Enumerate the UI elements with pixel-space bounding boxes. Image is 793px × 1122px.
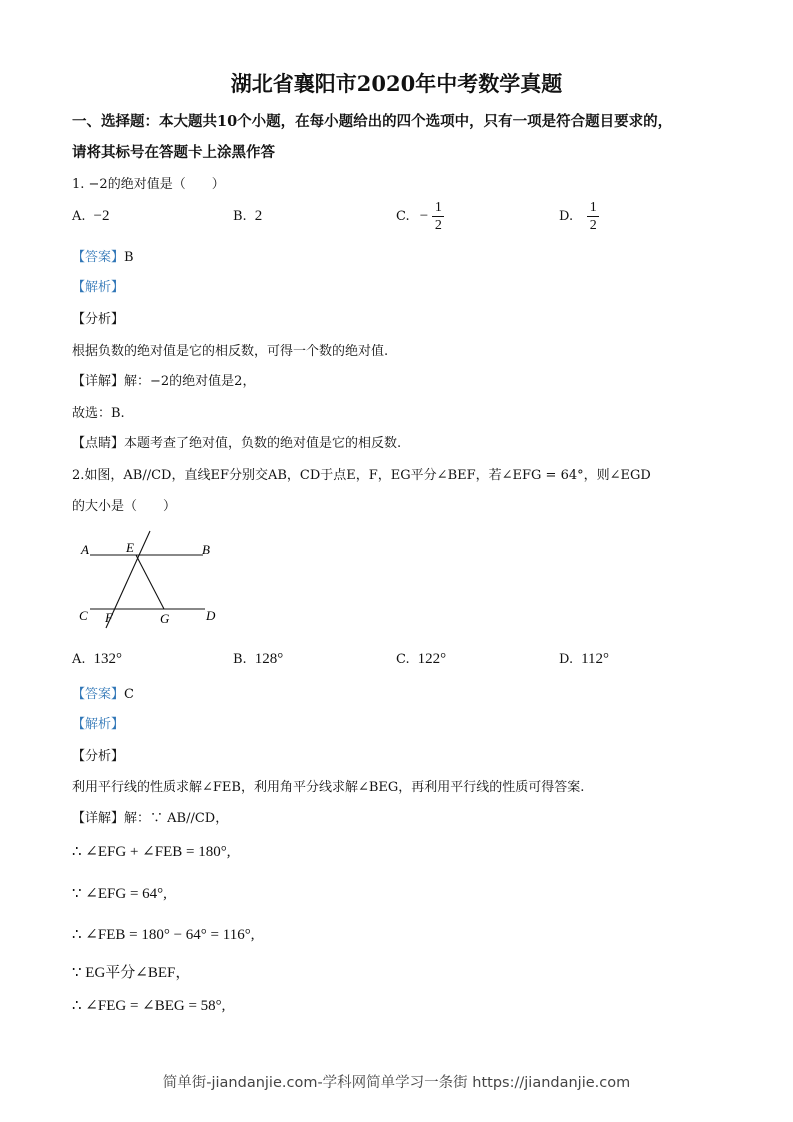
comment-text: 本题考查了绝对值，负数的绝对值是它的相反数.	[124, 436, 402, 451]
fraction-bar	[432, 216, 444, 217]
q2-answer	[72, 683, 134, 702]
q2-detail	[72, 807, 228, 826]
q2-stem-line1: 2.如图，AB//CD，直线EF分别交AB，CD于点E，F，EG平分∠BEF，若∠EFG = 64°，则∠EGD	[72, 468, 651, 483]
q1-fenxi: 根据负数的绝对值是它的相反数，可得一个数的绝对值.	[72, 344, 389, 359]
q1-detail	[72, 370, 255, 389]
answer-value: C	[124, 687, 134, 702]
q2-step-1: ∴ ∠EFG + ∠FEB = 180°,	[72, 844, 231, 860]
label-a: A	[81, 542, 89, 557]
label-c: C	[79, 608, 88, 623]
option-sign: −	[419, 208, 429, 224]
q2-option-d	[559, 651, 609, 668]
q2-fenxi-tag: 【分析】	[72, 749, 125, 764]
label-e: E	[126, 540, 134, 555]
option-letter: D.	[559, 209, 574, 224]
q2-step-2: ∵ ∠EFG = 64°,	[72, 886, 167, 902]
fraction	[587, 200, 599, 233]
option-letter: A.	[72, 209, 86, 224]
option-letter: C.	[396, 652, 410, 667]
q1-comment	[72, 432, 401, 451]
q2-step-5: ∴ ∠FEG = ∠BEG = 58°,	[72, 998, 226, 1014]
q2-option-a	[72, 651, 122, 668]
option-value: 122°	[417, 651, 447, 667]
detail-tag: 【详解】	[72, 374, 125, 389]
section-heading-line1: 一、选择题：本大题共10个小题，在每小题给出的四个选项中，只有一项是符合题目要求的，	[72, 113, 673, 130]
q2-fenxi: 利用平行线的性质求解∠FEB，利用角平分线求解∠BEG，再利用平行线的性质可得答案.	[72, 780, 585, 795]
q1-choose: 故选：B.	[72, 406, 125, 421]
q1-option-d	[559, 200, 599, 233]
q2-stem-line2: 的大小是（ ）	[72, 499, 177, 514]
option-letter: B.	[233, 209, 247, 224]
answer-tag: 【答案】	[72, 250, 125, 265]
segment-eg	[136, 555, 164, 609]
parallel-lines-figure	[72, 528, 232, 633]
q1-answer	[72, 246, 134, 265]
option-value: 112°	[581, 651, 610, 667]
q2-analysis-tag: 【解析】	[72, 717, 125, 732]
q1-option-a	[72, 208, 110, 225]
detail-tag: 【详解】	[72, 811, 125, 826]
fraction-bar	[587, 216, 599, 217]
section-heading-line2: 请将其标号在答题卡上涂黑作答	[72, 144, 275, 161]
detail-text: 解：−2的绝对值是2，	[124, 374, 256, 389]
option-value: 132°	[93, 651, 123, 667]
numerator: 1	[589, 200, 597, 215]
option-value: 2	[254, 208, 263, 224]
q2-step-3: ∴ ∠FEB = 180° − 64° = 116°,	[72, 927, 255, 943]
comment-tag: 【点睛】	[72, 436, 125, 451]
q1-stem: 1. −2的绝对值是（ ）	[72, 177, 225, 192]
q2-option-c	[396, 651, 446, 668]
option-value: 128°	[254, 651, 284, 667]
page-title: 湖北省襄阳市2020年中考数学真题	[230, 71, 563, 96]
option-letter: A.	[72, 652, 86, 667]
option-letter: B.	[233, 652, 247, 667]
label-d: D	[206, 608, 216, 623]
denominator: 2	[434, 218, 442, 233]
q1-analysis-tag: 【解析】	[72, 280, 125, 295]
q2-step-4: ∵ EG平分∠BEF，	[72, 965, 191, 981]
option-letter: D.	[559, 652, 574, 667]
label-g: G	[160, 611, 170, 626]
option-letter: C.	[396, 209, 410, 224]
label-b: B	[202, 542, 210, 557]
label-f: F	[105, 610, 113, 625]
detail-text: 解：∵ AB//CD，	[124, 811, 229, 826]
fraction	[432, 200, 444, 233]
answer-value: B	[124, 250, 134, 265]
denominator: 2	[589, 218, 597, 233]
option-value: −2	[93, 208, 110, 224]
q1-option-b	[233, 208, 262, 225]
answer-tag: 【答案】	[72, 687, 125, 702]
q1-option-c	[396, 200, 444, 233]
q1-fenxi-tag: 【分析】	[72, 312, 125, 327]
numerator: 1	[434, 200, 442, 215]
page-footer: 简单街-jiandanjie.com-学科网简单学习一条街 https://jiandanjie.com	[162, 1075, 631, 1091]
q2-option-b	[233, 651, 283, 668]
